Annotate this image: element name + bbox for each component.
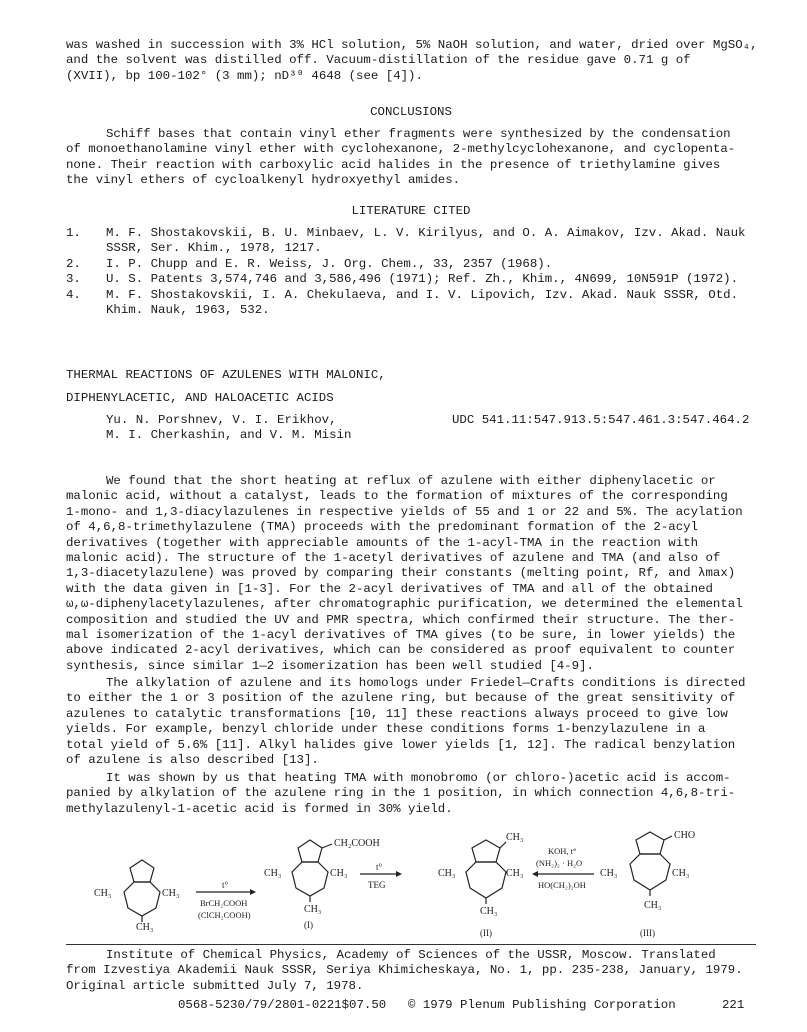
text-line: malonic acid). The structure of the 1-acetyl derivatives of azulene and TMA (and also of (66, 551, 721, 566)
text-line: 1,3-diacetylazulene) was proved by comparing their constants (melting point, Rf, and λmax) (66, 566, 736, 581)
arrowhead (532, 871, 538, 877)
footer-copyright: © 1979 Plenum Publishing Corporation (408, 998, 676, 1012)
udc-code: UDC 541.11:547.913.5:547.461.3:547.464.2 (452, 413, 750, 427)
text-line: composition and studied the UV and PMR spectra, which confirmed their structure. The ther- (66, 612, 736, 627)
methyl-label: CH₃ (162, 888, 180, 899)
reference-text: Khim. Nauk, 1963, 532. (106, 303, 270, 318)
text-line: to either the 1 or 3 position of the azulene ring, but because of the great sensitivity of (66, 691, 736, 706)
text-line: Schiff bases that contain vinyl ether fragments were synthesized by the condensation (106, 127, 731, 141)
title-line: THERMAL REACTIONS OF AZULENES WITH MALONIC, (66, 368, 386, 382)
article-title (66, 364, 756, 410)
methyl-label: CH₃ (644, 900, 662, 911)
text-line: mal isomerization of the 1-acyl derivatives of TMA gives (to be sure, in lower yields) the (66, 628, 736, 643)
substituent-label: CHO (674, 830, 696, 841)
compound-label: (III) (640, 928, 655, 938)
body-paragraph (66, 676, 756, 768)
methyl-label: CH₃ (506, 868, 524, 879)
footnote-divider (66, 944, 756, 945)
reaction-scheme (90, 826, 750, 946)
methyl-label: CH₃ (304, 904, 322, 915)
text-line: 1-mono- and 1,3-diacylazulenes in respective yields of 55 and 1 or 22 and 5%. The acylation (66, 504, 743, 519)
footnote-line: from Izvestiya Akademii Nauk SSSR, Seriya Khimicheskaya, No. 1, pp. 235-238, January, 1979. (66, 963, 743, 978)
title-line: DIPHENYLACETIC, AND HALOACETIC ACIDS (66, 391, 334, 405)
author-line: M. I. Cherkashin, and V. M. Misin (106, 428, 352, 443)
methyl-label: CH₃ (506, 832, 524, 843)
methyl-label: CH₃ (330, 868, 348, 879)
text-line: of azulene is also described [13]. (66, 753, 319, 768)
arrow-condition: (ClCH₂COOH) (198, 910, 251, 920)
methyl-label: CH₃ (600, 868, 618, 879)
text-line: of monoethanolamine vinyl ether with cyclohexanone, 2-methylcyclohexanone, and cyclopenta- (66, 142, 736, 157)
substituent-label: CH₂COOH (334, 838, 380, 849)
arrow-condition: t° (222, 880, 229, 890)
reference-text: SSSR, Ser. Khim., 1978, 1217. (106, 241, 322, 256)
methyl-label: CH₃ (438, 868, 456, 879)
reference-number: 1. (66, 226, 81, 240)
footnote-line: Institute of Chemical Physics, Academy of Sciences of the USSR, Moscow. Translated (106, 948, 716, 962)
text-line: methylazulenyl-1-acetic acid is formed in 30% yield. (66, 801, 453, 816)
methyl-label: CH₃ (94, 888, 112, 899)
molecule-III (630, 832, 672, 896)
text-line: with the data given in [1-3]. For the 2-acyl derivatives of TMA and all of the obtained (66, 581, 713, 596)
methyl-label: CH₃ (264, 868, 282, 879)
conclusions-paragraph (66, 127, 756, 189)
text-line: yields. For example, benzyl chloride under these conditions forms 1-benzylazulene in a (66, 722, 706, 737)
arrow-condition: (NH₂)₂ · H₂O (536, 858, 583, 868)
text-line: (XVII), bp 100-102° (3 mm); nD³⁰ 4648 (see [4]). (66, 68, 423, 83)
text-line: of 4,6,8-trimethylazulene (TMA) proceeds with the predominant formation of the 2-acyl (66, 520, 699, 535)
arrow-condition: TEG (368, 880, 386, 890)
text-line: was washed in succession with 3% HCl solution, 5% NaOH solution, and water, dried over MgSO₄, (66, 38, 758, 52)
text-line: derivatives (together with appreciable amounts of the 1-acyl-TMA in the reaction with (66, 535, 699, 550)
text-line: It was shown by us that heating TMA with monobromo (or chloro-)acetic acid is accom- (106, 771, 731, 785)
text-line: the vinyl ethers of cycloalkenyl hydroxyethyl amides. (66, 173, 461, 188)
arrow-condition: t° (376, 862, 383, 872)
arrowhead (250, 889, 256, 895)
footnote (66, 948, 756, 994)
page-number: 221 (722, 998, 745, 1012)
text-line: total yield of 5.6% [11]. Alkyl halides give lower yields [1, 12]. The radical benzylation (66, 737, 736, 752)
body-paragraph (66, 474, 756, 674)
compound-label: (II) (480, 928, 492, 938)
arrowhead (396, 871, 402, 877)
molecule-II (466, 840, 506, 904)
author-line: Yu. N. Porshnev, V. I. Erikhov, (106, 413, 337, 427)
reference-text: M. F. Shostakovskii, B. U. Minbaev, L. V. Kirilyus, and O. A. Aimakov, Izv. Akad. Nauk (106, 226, 746, 240)
reference-text: U. S. Patents 3,574,746 and 3,586,496 (1971); Ref. Zh., Khim., 4N699, 10N591P (1972). (106, 272, 739, 286)
text-line: and the solvent was distilled off. Vacuum-distillation of the residue gave 0.71 g of (66, 53, 691, 68)
arrow-condition: BrCH₂COOH (200, 898, 248, 908)
footnote-line: Original article submitted July 7, 1978. (66, 978, 364, 993)
methyl-label: CH₃ (480, 906, 498, 917)
compound-label: (I) (304, 920, 313, 930)
literature-heading: LITERATURE CITED (351, 204, 471, 218)
text-line: malonic acid, without a catalyst, leads to the formation of mixtures of the corresponding (66, 489, 728, 504)
previous-article-ending (66, 38, 756, 84)
methyl-label: CH₃ (672, 868, 690, 879)
text-line: We found that the short heating at reflux of azulene with either diphenylacetic or (106, 474, 716, 488)
reference-number: 2. (66, 257, 81, 271)
text-line: azulenes to catalytic transformations [10, 11] these reactions always proceed to give low (66, 706, 728, 721)
molecule-I (292, 840, 332, 902)
arrow-condition: HO(CH₂)₂OH (538, 880, 586, 890)
text-line: panied by alkylation of the azulene ring in the 1 position, in which connection 4,6,8-tri- (66, 786, 736, 801)
arrow-condition: KOH, t° (548, 846, 577, 856)
conclusions-heading: CONCLUSIONS (370, 105, 452, 119)
reference-text: I. P. Chupp and E. R. Weiss, J. Org. Chem., 33, 2357 (1968). (106, 257, 553, 271)
text-line: ω,ω-diphenylacetylazulenes, after chromatographic purification, we determined the elemental (66, 597, 743, 612)
text-line: none. Their reaction with carboxylic acid halides in the presence of triethylamine gives (66, 157, 721, 172)
reference-number: 3. (66, 272, 81, 286)
body-paragraph (66, 771, 756, 817)
methyl-label: CH₃ (136, 922, 154, 933)
text-line: The alkylation of azulene and its homologs under Friedel—Crafts conditions is directed (106, 676, 746, 690)
text-line: above indicated 2-acyl derivatives, which can be considered as proof equivalent to counter (66, 643, 736, 658)
footer-code: 0568-5230/79/2801-0221$07.50 (178, 998, 387, 1012)
reference-text: M. F. Shostakovskii, I. A. Chekulaeva, and I. V. Lipovich, Izv. Akad. Nauk SSSR, Otd. (106, 288, 739, 302)
text-line: synthesis, since similar 1—2 isomerization has been well studied [4-9]. (66, 658, 594, 673)
reference-number: 4. (66, 288, 81, 302)
authors (106, 413, 351, 444)
molecule-tma (124, 860, 160, 916)
